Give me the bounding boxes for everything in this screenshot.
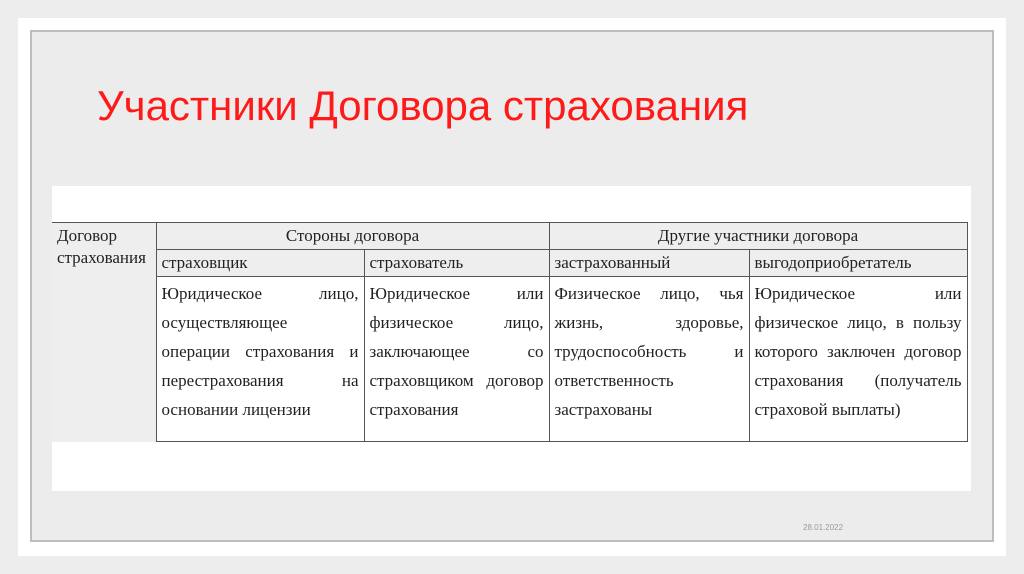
participants-table-image xyxy=(52,186,971,491)
column-header-insured: застрахованный xyxy=(549,250,749,277)
column-header-insurer: страховщик xyxy=(156,250,364,277)
group-header-parties: Стороны договора xyxy=(156,223,549,250)
group-header-other-participants: Другие участники договора xyxy=(549,223,967,250)
slide-title: Участники Договора страхования xyxy=(97,82,749,129)
column-header-beneficiary: выгодоприобретатель xyxy=(749,250,967,277)
column-header-policyholder: страхователь xyxy=(364,250,549,277)
participants-table xyxy=(52,222,968,442)
slide-date: 28.01.2022 xyxy=(803,523,844,532)
cell-insured-description: Физическое лицо, чья жизнь, здоровье, трудоспособность и ответственность застрахованы xyxy=(549,277,749,442)
contract-label-cell: Договор страхования xyxy=(52,223,156,442)
cell-beneficiary-description: Юридическое или физическое лицо, в пользу которого заключен договор страхования (получатель страховой выплаты) xyxy=(749,277,967,442)
cell-policyholder-description: Юридическое или физическое лицо, заключающее со страховщиком договор страхования xyxy=(364,277,549,442)
cell-insurer-description: Юридическое лицо, осуществляющее операции страхования и перестрахования на основании лицензии xyxy=(156,277,364,442)
